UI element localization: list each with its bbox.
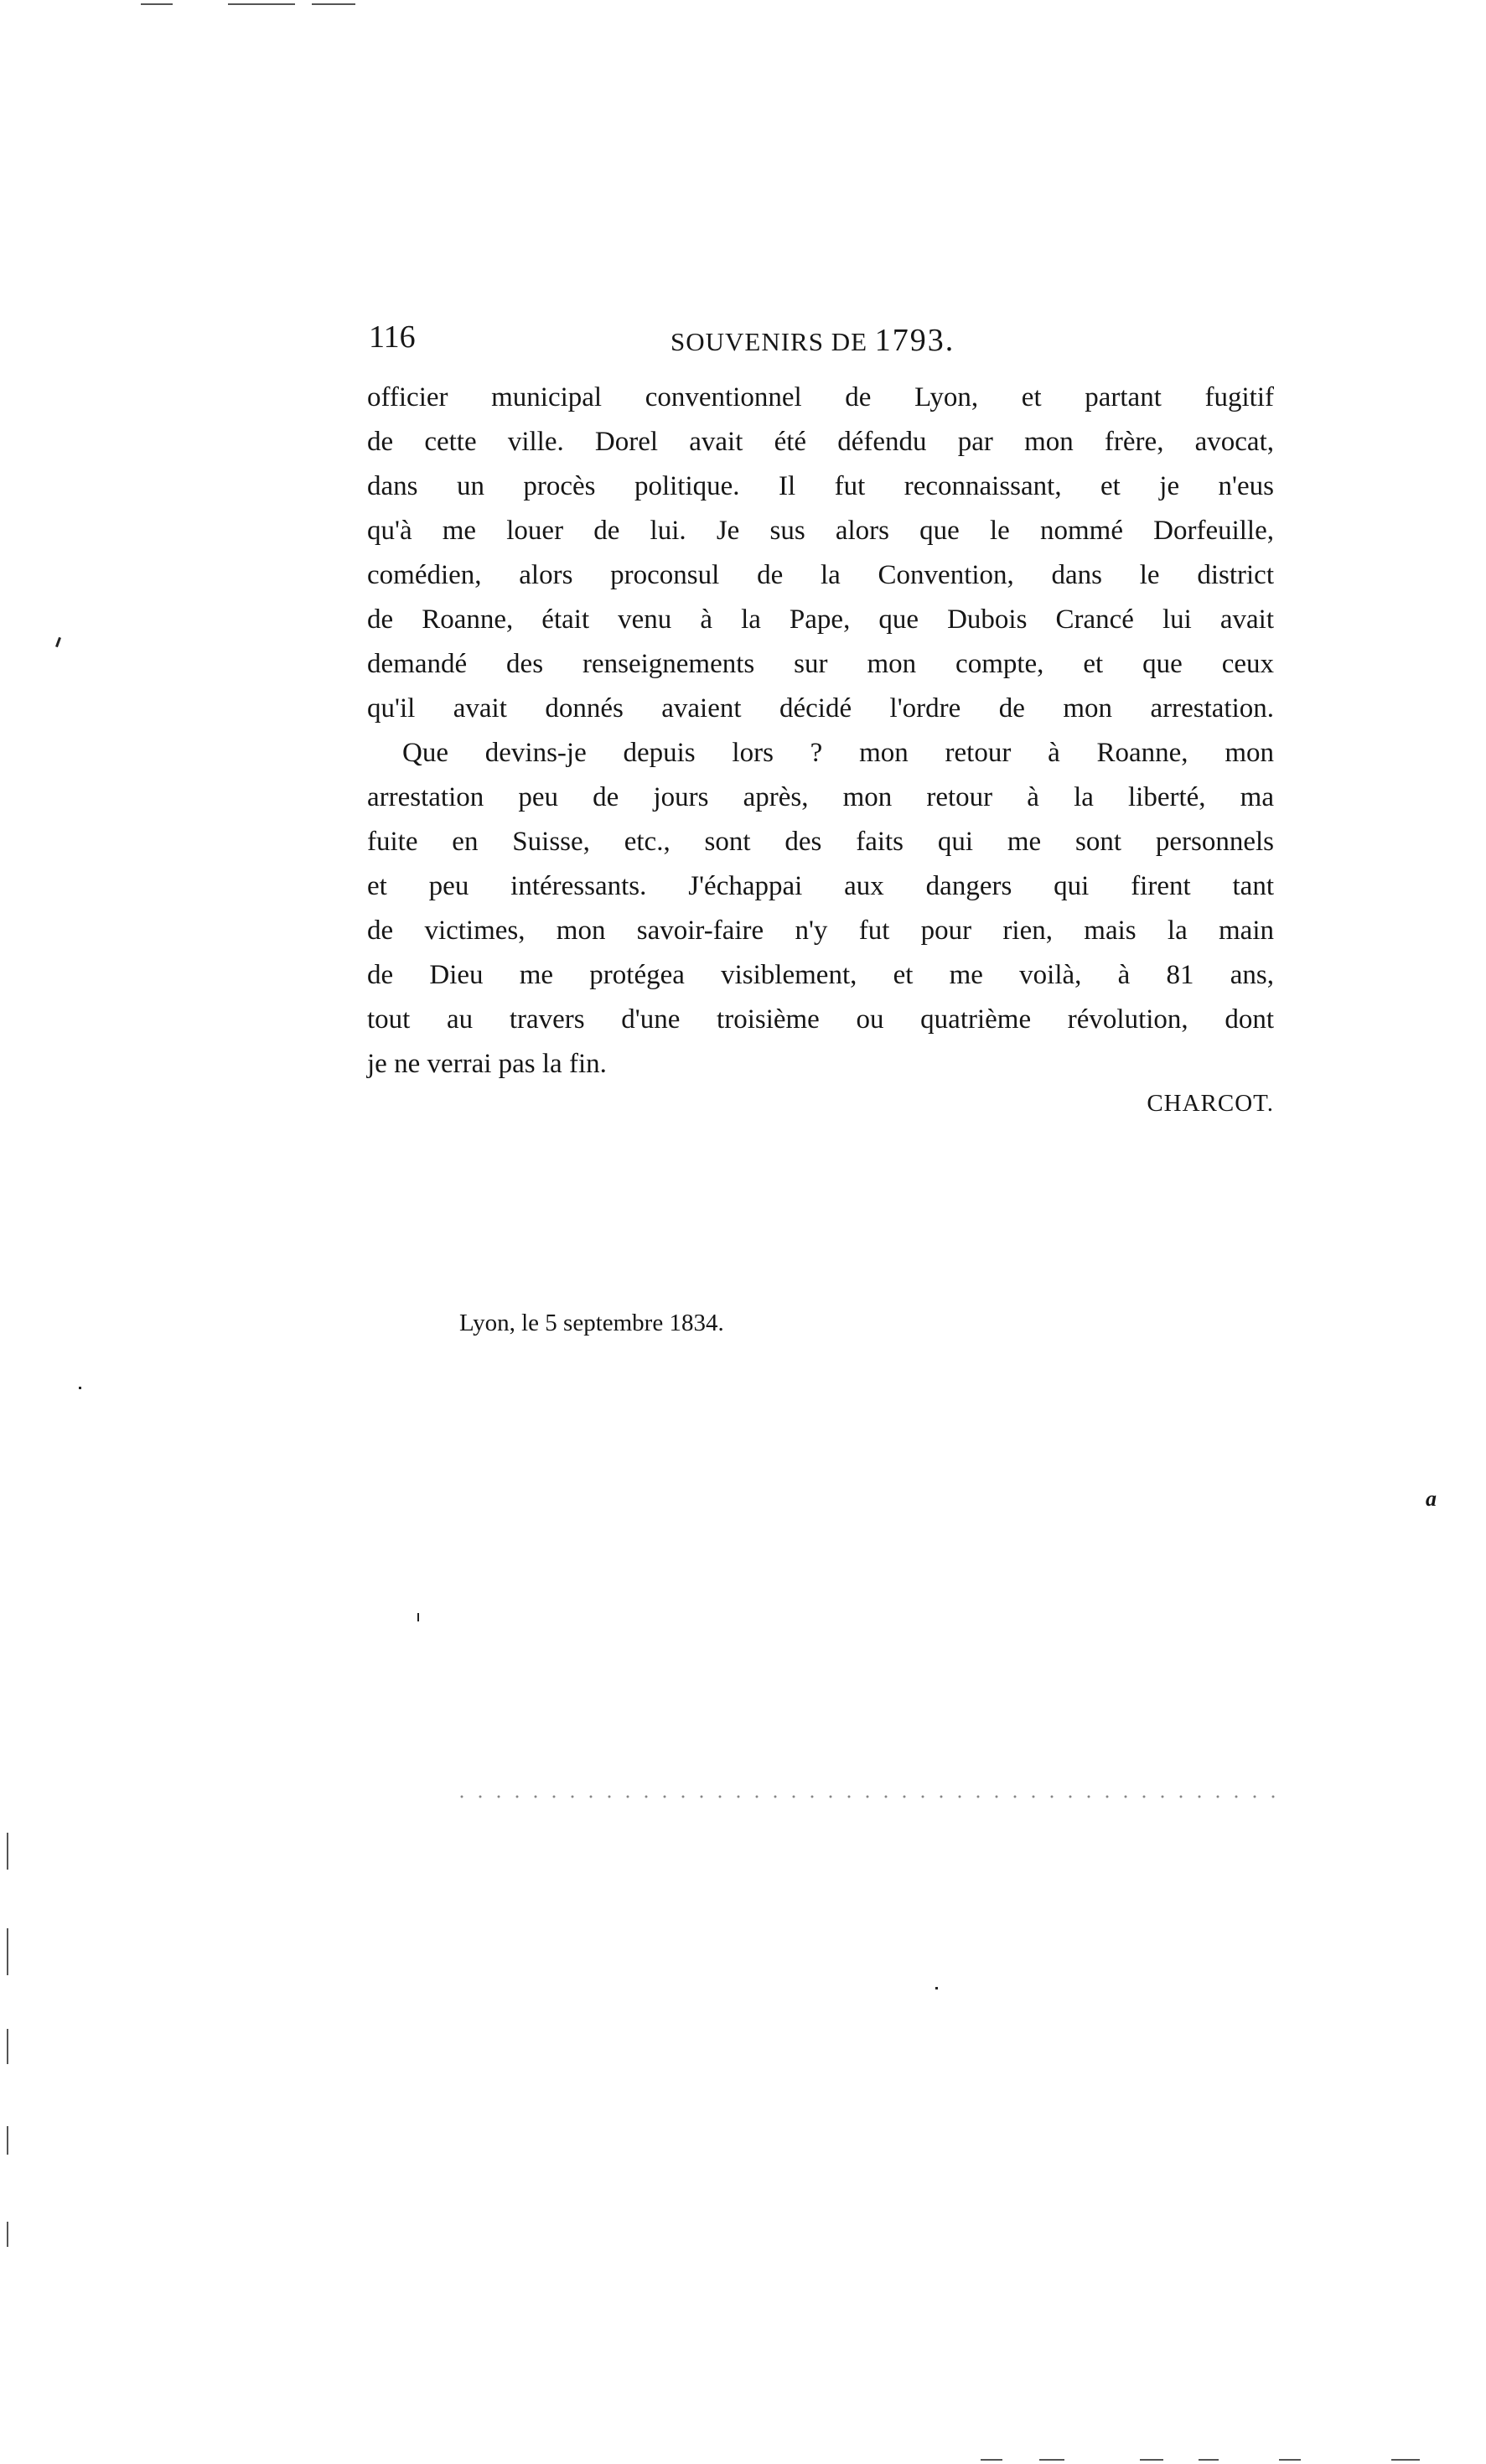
text-line: de Dieu me protégea visiblement, et me voilà, à 81 ans, [367, 960, 1274, 990]
scan-edge-mark [1199, 2459, 1219, 2461]
text-line: arrestation peu de jours après, mon retour à la liberté, ma [367, 782, 1274, 812]
scan-edge-mark [7, 1833, 8, 1870]
text-line: et peu intéressants. J'échappai aux dangers qui firent tant [367, 871, 1274, 901]
text-line: tout au travers d'une troisième ou quatrième révolution, dont [367, 1004, 1274, 1035]
text-line: de Roanne, était venu à la Pape, que Dubois Crancé lui avait [367, 604, 1274, 635]
dateline: Lyon, le 5 septembre 1834. [459, 1310, 724, 1336]
running-head-title: SOUVENIRS DE [671, 327, 868, 356]
page-number: 116 [369, 319, 416, 355]
text-line: demandé des renseignements sur mon compte, et que ceux [367, 649, 1274, 679]
text-line: fuite en Suisse, etc., sont des faits qui me sont personnels [367, 827, 1274, 857]
scan-edge-mark [141, 3, 173, 5]
scan-edge-mark [7, 1928, 8, 1975]
scan-speck [55, 637, 61, 647]
scan-edge-mark [7, 2126, 8, 2155]
text-line: comédien, alors proconsul de la Convention, dans le district [367, 560, 1274, 590]
scan-edge-mark [981, 2459, 1002, 2461]
signature: CHARCOT. [1147, 1090, 1274, 1117]
text-line: Que devins-je depuis lors ? mon retour à Roanne, mon [402, 738, 1274, 768]
scan-speck [79, 1387, 81, 1389]
running-head-year: 1793. [874, 323, 955, 358]
scan-edge-mark [228, 3, 295, 5]
stray-mark: a [1426, 1486, 1437, 1511]
text-line: de cette ville. Dorel avait été défendu par mon frère, avocat, [367, 427, 1274, 457]
scan-edge-mark [7, 2222, 8, 2247]
text-line: je ne verrai pas la fin. [367, 1049, 607, 1079]
text-line: qu'à me louer de lui. Je sus alors que le nommé Dorfeuille, [367, 516, 1274, 546]
text-line: dans un procès politique. Il fut reconnaissant, et je n'eus [367, 471, 1274, 501]
body-text [367, 376, 1274, 1087]
text-line: officier municipal conventionnel de Lyon, et partant fugitif [367, 382, 1274, 412]
scan-speck [417, 1613, 419, 1621]
scan-edge-mark [1039, 2459, 1064, 2461]
page-header [369, 319, 1274, 369]
scan-edge-mark [1391, 2459, 1420, 2461]
scan-edge-mark [1140, 2459, 1163, 2461]
scan-edge-mark [7, 2029, 8, 2064]
scan-edge-mark [1279, 2459, 1301, 2461]
running-head [671, 322, 955, 359]
scan-edge-mark [312, 3, 355, 5]
scan-speck [935, 1987, 938, 1989]
text-line: de victimes, mon savoir-faire n'y fut pour rien, mais la main [367, 916, 1274, 946]
bleed-through-dots [453, 1794, 1282, 1799]
text-line: qu'il avait donnés avaient décidé l'ordre de mon arrestation. [367, 693, 1274, 724]
